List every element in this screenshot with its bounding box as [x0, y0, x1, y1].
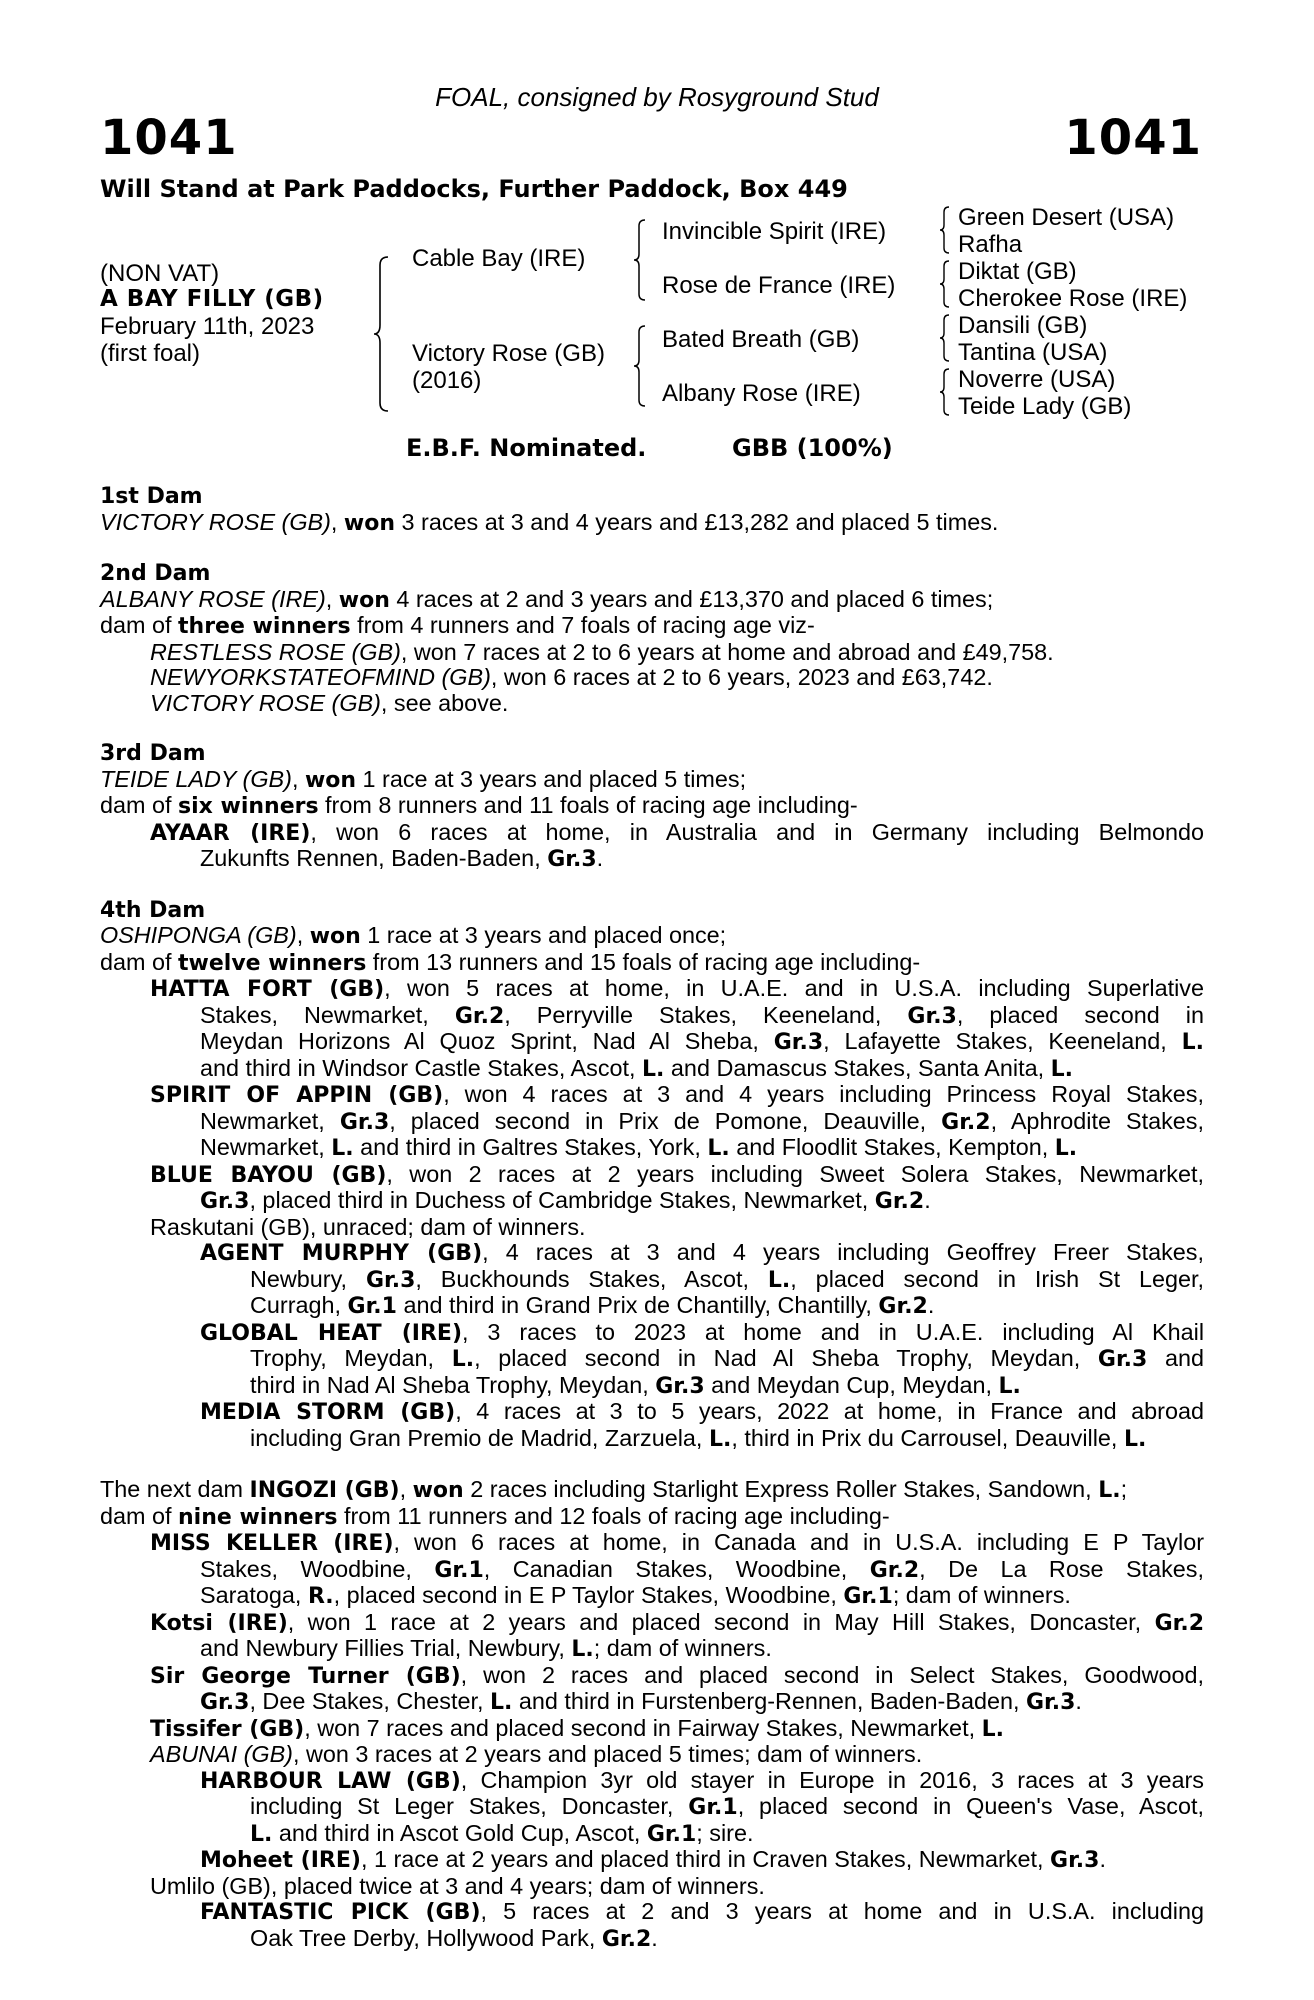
progeny-line — [100, 820, 1204, 847]
horse-name: BLUE BAYOU (GB) — [150, 1162, 387, 1188]
progeny-line-cont — [100, 1135, 1204, 1162]
second-dam-record: ALBANY ROSE (IRE), won 4 races at 2 and 3 years and £13,370 and placed 6 times; — [100, 585, 994, 613]
horse-name: RESTLESS ROSE (GB) — [150, 638, 401, 665]
text: , 3 races to 2023 at home and in U.A.E. including Al Khail — [462, 1318, 1205, 1345]
text: , won 7 races and placed second in Fairway Stakes, Newmarket, — [304, 1714, 982, 1741]
horse-name: GLOBAL HEAT (IRE) — [200, 1320, 463, 1346]
grade: Gr.3 — [365, 1267, 416, 1293]
text: , third in Prix du Carrousel, Deauville, — [731, 1424, 1124, 1451]
fourth-dam-heading: 4th Dam — [100, 897, 206, 923]
text: . — [1075, 1688, 1082, 1714]
next-dam-record: The next dam INGOZI (GB), won 2 races including Starlight Express Roller Stakes, Sandown, L.; — [100, 1476, 1128, 1503]
text: , placed second in Queen's Vase, Ascot, — [737, 1793, 1204, 1819]
dam-name: OSHIPONGA (GB) — [100, 922, 297, 948]
third-dam-heading: 3rd Dam — [100, 741, 206, 766]
grade: L. — [1181, 1030, 1204, 1055]
record-text: 3 races at 3 and 4 years and £13,282 and placed 5 times. — [395, 508, 999, 535]
grand-progeny-line — [100, 1399, 1204, 1426]
text: and third in Furstenberg-Rennen, Baden-Baden, — [512, 1688, 1026, 1714]
progeny-line: Raskutani (GB), unraced; dam of winners. — [150, 1213, 586, 1240]
progeny-line-cont — [100, 1583, 1204, 1610]
progeny-line — [100, 1742, 1204, 1768]
ebf-nominated: E.B.F. Nominated. — [406, 434, 647, 462]
text: , Aphrodite Stakes, — [990, 1107, 1204, 1134]
text: , won 1 race at 2 years and placed second in May Hill Stakes, Doncaster, — [287, 1608, 1155, 1635]
grand-progeny-line-cont — [100, 1926, 1204, 1953]
text: , placed third in Duchess of Cambridge Stakes, Newmarket, — [249, 1187, 875, 1213]
text: including Gran Premio de Madrid, Zarzuela, — [250, 1424, 709, 1451]
grade: L. — [642, 1056, 665, 1082]
grade: L. — [571, 1637, 594, 1662]
second-dam-heading: 2nd Dam — [100, 561, 211, 586]
text: dam of — [100, 1502, 179, 1529]
grade: L. — [1054, 1136, 1078, 1161]
horse-name: VICTORY ROSE (GB) — [150, 689, 381, 716]
fourth-dam-produce — [100, 950, 1204, 977]
grade: Gr.2 — [1154, 1610, 1204, 1636]
text: , Champion 3yr old stayer in Europe in 2016, 3 races at 3 years — [460, 1766, 1204, 1793]
dam-name: VICTORY ROSE (GB) — [100, 508, 331, 535]
dam-name: ALBANY ROSE (IRE) — [100, 585, 326, 612]
text: . — [651, 1924, 658, 1951]
text: dam of — [100, 948, 179, 975]
text: from 8 runners and 11 foals of racing age including- — [318, 792, 858, 818]
progeny-line-cont — [100, 1557, 1204, 1584]
gen3-7: Noverre (USA) — [958, 366, 1116, 393]
grand-progeny-line — [100, 1240, 1204, 1267]
grand-progeny-line — [100, 1320, 1204, 1347]
text: . — [927, 1292, 935, 1318]
progeny-line — [100, 976, 1204, 1003]
won-label: won — [338, 587, 390, 613]
horse-name: Kotsi (IRE) — [150, 1610, 288, 1636]
winner-count: three winners — [178, 614, 351, 639]
won-label: won — [343, 510, 396, 536]
text: and third in Ascot Gold Cup, Ascot, — [272, 1819, 647, 1846]
grade: Gr.2 — [601, 1926, 652, 1952]
grade: L. — [250, 1821, 273, 1847]
text: , won 6 races at home, in Canada and in U.S.A. including E P Taylor — [393, 1529, 1204, 1555]
dam-name: Victory Rose (GB) — [412, 340, 605, 367]
text: , won 5 races at home, in U.A.E. and in U.S.A. including Superlative — [384, 975, 1204, 1001]
text: third in Nad Al Sheba Trophy, Meydan, — [250, 1371, 656, 1398]
text: ; dam of winners. — [593, 1635, 772, 1661]
winner-count: nine winners — [178, 1504, 338, 1530]
grade: L. — [1050, 1056, 1073, 1082]
grade: L. — [451, 1347, 475, 1372]
grade: Gr.3 — [907, 1003, 957, 1029]
text: , won 3 races at 2 years and placed 5 times; dam of winners. — [292, 1741, 923, 1767]
grade: Gr.1 — [434, 1557, 484, 1583]
gen3-6: Tantina (USA) — [958, 339, 1108, 366]
gen3-8: Teide Lady (GB) — [958, 393, 1132, 420]
third-dam-produce — [100, 793, 1204, 820]
stand-location: Will Stand at Park Paddocks, Further Paddock, Box 449 — [100, 175, 848, 203]
grade: Gr.3 — [200, 1189, 250, 1214]
grade: Gr.3 — [547, 847, 597, 872]
progeny-line: Umlilo (GB), placed twice at 3 and 4 years; dam of winners. — [150, 1872, 765, 1899]
horse-name: Moheet (IRE) — [200, 1848, 361, 1873]
horse-name: HARBOUR LAW (GB) — [200, 1768, 461, 1794]
progeny-line — [100, 1082, 1204, 1109]
grand-progeny-line — [100, 1899, 1204, 1926]
grade: Gr.2 — [878, 1294, 928, 1319]
grade: L. — [707, 1136, 730, 1161]
progeny-line — [100, 640, 1204, 666]
text: ; dam of winners. — [892, 1582, 1071, 1608]
gen3-5: Dansili (GB) — [958, 312, 1088, 339]
grade: R. — [307, 1584, 334, 1609]
lot-name: A BAY FILLY (GB) — [100, 286, 324, 312]
progeny-line-cont — [100, 846, 1204, 873]
grand-progeny-line — [100, 1768, 1204, 1795]
won-label: won — [309, 924, 361, 949]
consignment-line: FOAL, consigned by Rosyground Stud — [435, 82, 879, 112]
text: , won 2 races at 2 years including Sweet Solera Stakes, Newmarket, — [386, 1160, 1204, 1187]
progeny-line-cont — [100, 1689, 1204, 1716]
text: ; — [1120, 1476, 1128, 1502]
grand-progeny-line-cont — [100, 1373, 1204, 1400]
text: from 13 runners and 15 foals of racing age including- — [366, 948, 921, 975]
text: The next dam — [100, 1476, 250, 1502]
text: , won 4 races at 3 and 4 years including Princess Royal Stakes, — [443, 1081, 1204, 1107]
grade: Gr.2 — [454, 1003, 505, 1029]
second-dam-produce — [100, 613, 1204, 640]
progeny-line-cont — [100, 1188, 1204, 1215]
dam-name: TEIDE LADY (GB) — [100, 765, 292, 792]
text: and Floodlit Stakes, Kempton, — [729, 1134, 1055, 1160]
grand-progeny-line-cont — [100, 1821, 1204, 1848]
grade: Gr.3 — [200, 1690, 250, 1715]
text: Saratoga, — [200, 1582, 308, 1608]
grade: L. — [489, 1690, 513, 1715]
sire-name: Cable Bay (IRE) — [412, 245, 586, 272]
horse-name: FANTASTIC PICK (GB) — [200, 1900, 481, 1925]
gen3-brace-4 — [938, 367, 952, 417]
grade: Gr.1 — [646, 1821, 697, 1847]
winner-count: six winners — [178, 794, 319, 819]
horse-name: AYAAR (IRE) — [150, 820, 311, 846]
progeny-line — [100, 1716, 1204, 1743]
text: , 1 race at 2 years and placed third in Craven Stakes, Newmarket, — [360, 1846, 1051, 1872]
text: Oak Tree Derby, Hollywood Park, — [250, 1924, 602, 1951]
text: and — [1147, 1345, 1204, 1371]
text: . — [1099, 1846, 1106, 1872]
text: and third in Galtres Stakes, York, — [353, 1134, 708, 1160]
text: Curragh, — [250, 1292, 348, 1318]
text: , won 2 races and placed second in Select Stakes, Goodwood, — [460, 1661, 1205, 1688]
grade: Gr.2 — [874, 1189, 925, 1214]
grade: L. — [767, 1267, 791, 1293]
horse-name: NEWYORKSTATEOFMIND (GB) — [150, 664, 491, 690]
text: , won 6 races at 2 to 6 years, 2023 and £63,742. — [490, 664, 993, 690]
horse-name: SPIRIT OF APPIN (GB) — [150, 1083, 444, 1108]
grade: L. — [331, 1136, 354, 1161]
text: , placed second in Irish St Leger, — [790, 1265, 1205, 1292]
horse-name: Sir George Turner (GB) — [150, 1663, 461, 1689]
first-dam-heading: 1st Dam — [100, 484, 203, 509]
grand-progeny-line — [100, 1847, 1204, 1874]
record-text: 4 races at 2 and 3 years and £13,370 and placed 6 times; — [389, 585, 994, 612]
horse-name: MISS KELLER (IRE) — [150, 1531, 394, 1556]
grade: Gr.2 — [869, 1557, 920, 1583]
progeny-line — [100, 665, 1204, 691]
progeny-line — [100, 1162, 1204, 1189]
vat-status: (NON VAT) — [100, 260, 220, 287]
text: Zukunfts Rennen, Baden-Baden, — [200, 845, 548, 871]
grade: Gr.3 — [773, 1030, 824, 1055]
grade: Gr.3 — [339, 1109, 390, 1135]
gen3-4: Cherokee Rose (IRE) — [958, 285, 1188, 312]
grade: Gr.2 — [941, 1109, 991, 1135]
text: Meydan Horizons Al Quoz Sprint, Nad Al Sheba, — [200, 1028, 774, 1054]
text: , Perryville Stakes, Keeneland, — [504, 1001, 908, 1028]
gen3-2: Rafha — [958, 231, 1023, 258]
text: , 4 races at 3 and 4 years including Geoffrey Freer Stakes, — [482, 1239, 1204, 1265]
gen3-brace-3 — [938, 313, 952, 363]
text: , 5 races at 2 and 3 years at home and in U.S.A. including — [480, 1898, 1204, 1924]
horse-name: HATTA FORT (GB) — [150, 977, 385, 1002]
progeny-line-cont — [100, 1109, 1204, 1136]
foaling-date: February 11th, 2023 — [100, 313, 315, 340]
gbb-percentage: GBB (100%) — [732, 434, 893, 462]
progeny-line — [100, 1610, 1204, 1637]
grade: Gr.3 — [1097, 1347, 1148, 1372]
grade: L. — [1098, 1478, 1121, 1503]
text: , placed second in — [956, 1001, 1204, 1028]
text: , De La Rose Stakes, — [919, 1555, 1204, 1582]
progeny-line — [100, 1663, 1204, 1690]
record-text: 1 race at 3 years and placed once; — [360, 922, 727, 948]
text: 2 races including Starlight Express Roller Stakes, Sandown, — [463, 1476, 1099, 1502]
text: , placed second in Nad Al Sheba Trophy, Meydan, — [474, 1345, 1098, 1371]
grand-progeny-line-cont — [100, 1267, 1204, 1294]
text: , Canadian Stakes, Woodbine, — [483, 1555, 870, 1582]
gen2-dam-dam: Albany Rose (IRE) — [662, 380, 861, 407]
text: Newbury, — [250, 1265, 366, 1292]
text: , placed second in E P Taylor Stakes, Woodbine, — [333, 1582, 844, 1608]
text: , Lafayette Stakes, Keeneland, — [823, 1028, 1182, 1054]
text: from 4 runners and 7 foals of racing age viz- — [350, 612, 815, 638]
text: Stakes, Woodbine, — [200, 1555, 435, 1582]
first-dam-record: VICTORY ROSE (GB), won 3 races at 3 and 4 years and £13,282 and placed 5 times. — [100, 508, 999, 536]
text: , see above. — [380, 689, 509, 716]
foal-note: (first foal) — [100, 340, 201, 367]
gen2-dam-sire: Bated Breath (GB) — [662, 326, 860, 353]
grade: Gr.1 — [347, 1294, 397, 1319]
horse-name: AGENT MURPHY (GB) — [200, 1241, 483, 1266]
grand-progeny-line-cont — [100, 1794, 1204, 1821]
gen3-1: Green Desert (USA) — [958, 204, 1175, 231]
grade: Gr.1 — [843, 1584, 893, 1609]
horse-name: MEDIA STORM (GB) — [200, 1400, 456, 1425]
progeny-line-cont — [100, 1636, 1204, 1663]
text: Stakes, Newmarket, — [200, 1001, 455, 1028]
dam-name: INGOZI (GB) — [249, 1478, 400, 1503]
grade: L. — [981, 1716, 1004, 1742]
dam-line-brace — [632, 324, 648, 408]
gen3-brace-1 — [938, 205, 952, 255]
text: from 11 runners and 12 foals of racing age including- — [337, 1502, 890, 1529]
text: . — [924, 1187, 931, 1213]
sire-dam-brace — [372, 255, 392, 413]
fourth-dam-record: OSHIPONGA (GB), won 1 race at 3 years and placed once; — [100, 922, 727, 949]
text: , won 6 races at home, in Australia and in Germany including Belmondo — [310, 818, 1204, 845]
text: dam of — [100, 792, 179, 818]
text: and third in Grand Prix de Chantilly, Chantilly, — [396, 1292, 879, 1318]
text: Newmarket, — [200, 1107, 340, 1134]
grade: L. — [708, 1426, 732, 1452]
third-dam-record: TEIDE LADY (GB), won 1 race at 3 years and placed 5 times; — [100, 765, 747, 793]
won-label: won — [412, 1478, 464, 1503]
gen2-sire-dam: Rose de France (IRE) — [662, 272, 896, 299]
progeny-line-cont — [100, 1056, 1204, 1083]
horse-name: ABUNAI (GB) — [150, 1741, 293, 1767]
text: including St Leger Stakes, Doncaster, — [250, 1793, 689, 1819]
text: , won 7 races at 2 to 6 years at home and abroad and £49,758. — [400, 638, 1054, 665]
progeny-line — [100, 1530, 1204, 1557]
progeny-line-cont — [100, 1003, 1204, 1030]
text: Trophy, Meydan, — [250, 1345, 452, 1371]
next-dam-produce — [100, 1504, 1204, 1531]
text: Newmarket, — [200, 1134, 332, 1160]
gen3-3: Diktat (GB) — [958, 258, 1077, 285]
grade: Gr.3 — [655, 1373, 705, 1399]
winner-count: twelve winners — [178, 950, 367, 976]
grade: Gr.3 — [1025, 1690, 1076, 1715]
text: and third in Windsor Castle Stakes, Ascot, — [200, 1054, 643, 1081]
grand-progeny-line-cont — [100, 1346, 1204, 1373]
lot-number-left: 1041 — [100, 110, 238, 166]
sire-line-brace — [632, 218, 648, 302]
gen2-sire-sire: Invincible Spirit (IRE) — [662, 218, 887, 245]
dam-year: (2016) — [412, 367, 482, 394]
progeny-line — [100, 691, 1204, 717]
grade: L. — [998, 1373, 1021, 1399]
gen3-brace-2 — [938, 259, 952, 309]
lot-number-right: 1041 — [1064, 110, 1202, 166]
grade: Gr.1 — [688, 1795, 738, 1820]
text: , Buckhounds Stakes, Ascot, — [415, 1265, 768, 1292]
grand-progeny-line-cont — [100, 1293, 1204, 1320]
progeny-line-cont — [100, 1029, 1204, 1056]
record-text: 1 race at 3 years and placed 5 times; — [356, 765, 747, 792]
won-label: won — [304, 767, 357, 793]
catalogue-body — [100, 484, 1204, 1952]
horse-name: Tissifer (GB) — [150, 1716, 305, 1742]
text: , Dee Stakes, Chester, — [249, 1688, 490, 1714]
text: , placed second in Prix de Pomone, Deauville, — [389, 1107, 942, 1134]
text: dam of — [100, 612, 179, 638]
text: and Newbury Fillies Trial, Newbury, — [200, 1635, 572, 1661]
grand-progeny-line-cont — [100, 1426, 1204, 1453]
text: , 4 races at 3 to 5 years, 2022 at home, in France and abroad — [455, 1398, 1204, 1424]
grade: L. — [1123, 1426, 1147, 1452]
grade: Gr.3 — [1050, 1848, 1100, 1873]
text: . — [596, 845, 604, 871]
text: ; sire. — [696, 1819, 754, 1846]
text: and Damascus Stakes, Santa Anita, — [664, 1054, 1051, 1081]
text: and Meydan Cup, Meydan, — [704, 1371, 999, 1398]
